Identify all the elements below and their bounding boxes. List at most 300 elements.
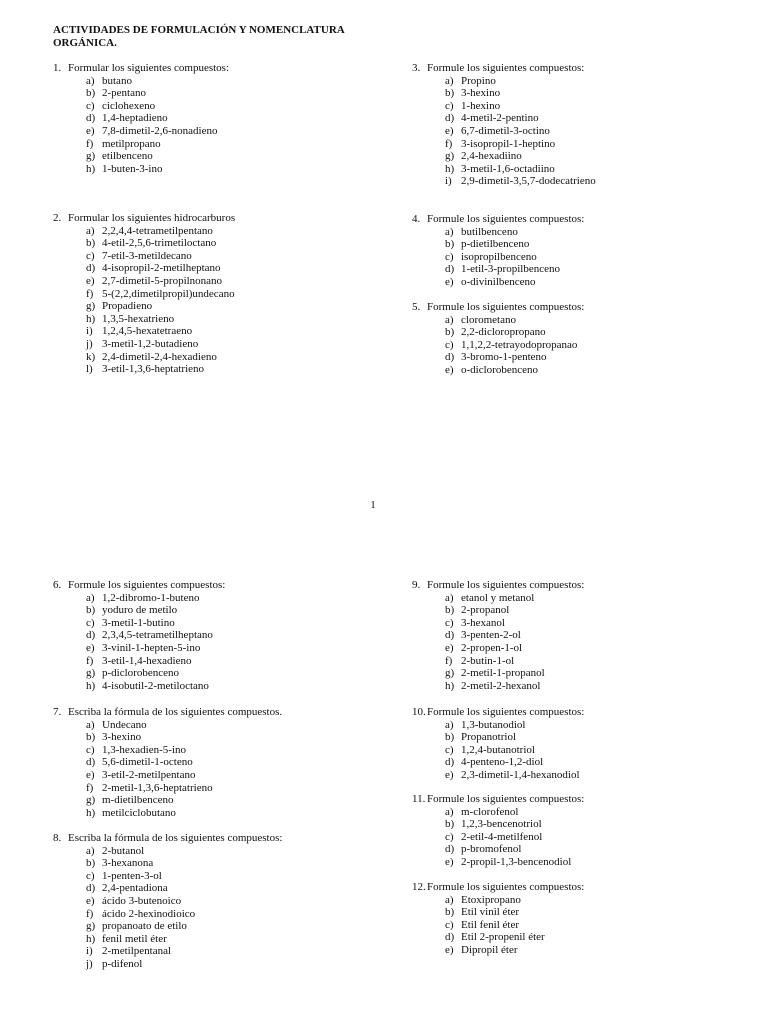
question-prompt: Formule los siguientes compuestos: xyxy=(427,62,585,74)
item-letter: d) xyxy=(86,756,96,769)
item-letter: d) xyxy=(86,629,96,642)
question-item xyxy=(53,313,383,326)
item-letter: c) xyxy=(86,869,95,882)
item-text: butano xyxy=(102,74,132,87)
item-text: 3-metil-1-butino xyxy=(102,616,175,629)
question-number: 8. xyxy=(53,832,62,844)
item-text: 3-etil-1,3,6-heptatrieno xyxy=(102,363,205,376)
question-item xyxy=(412,175,742,188)
question-item xyxy=(412,719,742,732)
question-item xyxy=(412,769,742,782)
item-letter: e) xyxy=(445,363,454,376)
question-item xyxy=(412,364,742,377)
item-letter: b) xyxy=(445,731,455,744)
item-letter: g) xyxy=(86,667,96,680)
item-text: 2-propil-1,3-bencenodiol xyxy=(461,855,572,868)
item-text: 7,8-dimetil-2,6-nonadieno xyxy=(102,124,218,137)
item-letter: b) xyxy=(86,857,96,870)
question-item xyxy=(53,262,383,275)
item-letter: i) xyxy=(86,325,93,338)
question-4 xyxy=(412,213,742,289)
question-item xyxy=(53,908,383,921)
item-letter: g) xyxy=(86,920,96,933)
item-letter: g) xyxy=(445,150,455,163)
question-item xyxy=(53,275,383,288)
question-item xyxy=(412,226,742,239)
item-text: 1,2,4-butanotriol xyxy=(461,743,535,756)
item-text: 3-hexino xyxy=(102,731,142,744)
item-letter: b) xyxy=(445,87,455,100)
question-item xyxy=(412,604,742,617)
item-text: 2-metil-1-propanol xyxy=(461,667,545,680)
item-letter: a) xyxy=(445,74,454,87)
item-letter: f) xyxy=(86,907,94,920)
question-item xyxy=(53,857,383,870)
item-letter: h) xyxy=(445,679,455,692)
item-letter: b) xyxy=(445,818,455,831)
question-item xyxy=(412,856,742,869)
question-item xyxy=(412,592,742,605)
question-item xyxy=(412,931,742,944)
item-letter: c) xyxy=(86,743,95,756)
item-text: o-divinilbenceno xyxy=(461,275,536,288)
question-item xyxy=(412,87,742,100)
item-text: Dipropil éter xyxy=(461,943,518,956)
item-letter: j) xyxy=(86,957,93,970)
item-text: butilbenceno xyxy=(461,225,518,238)
item-text: 1-hexino xyxy=(461,99,501,112)
question-item xyxy=(53,756,383,769)
item-letter: b) xyxy=(445,604,455,617)
question-item xyxy=(53,807,383,820)
question-item xyxy=(412,112,742,125)
item-letter: b) xyxy=(86,604,96,617)
item-text: 3-metil-1,6-octadiino xyxy=(461,162,555,175)
item-letter: e) xyxy=(86,768,95,781)
item-text: 4-metil-2-pentino xyxy=(461,112,539,125)
question-item xyxy=(53,75,383,88)
item-text: 2,3-dimetil-1,4-hexanodiol xyxy=(461,768,580,781)
item-text: 3-metil-1,2-butadieno xyxy=(102,337,199,350)
item-letter: f) xyxy=(445,137,453,150)
item-text: Propanotriol xyxy=(461,731,516,744)
item-text: p-difenol xyxy=(102,957,143,970)
item-letter: j) xyxy=(86,337,93,350)
item-letter: c) xyxy=(86,616,95,629)
question-number: 10. xyxy=(412,706,426,718)
item-letter: d) xyxy=(445,843,455,856)
item-text: 3-hexanol xyxy=(461,616,505,629)
item-letter: e) xyxy=(445,275,454,288)
question-number: 6. xyxy=(53,579,62,591)
question-item xyxy=(412,843,742,856)
question-item xyxy=(53,87,383,100)
item-text: 4-penteno-1,2-diol xyxy=(461,756,544,769)
item-letter: c) xyxy=(445,99,454,112)
question-prompt: Formular los siguientes compuestos: xyxy=(68,62,230,74)
item-text: 2-metil-2-hexanol xyxy=(461,679,541,692)
item-text: m-clorofenol xyxy=(461,805,519,818)
item-letter: h) xyxy=(445,162,455,175)
item-text: 1,4-heptadieno xyxy=(102,112,168,125)
item-text: Propadieno xyxy=(102,300,153,313)
item-text: propanoato de etilo xyxy=(102,920,187,933)
item-letter: i) xyxy=(445,175,452,188)
item-text: metilpropano xyxy=(102,137,161,150)
item-letter: f) xyxy=(86,137,94,150)
item-letter: g) xyxy=(86,794,96,807)
item-letter: f) xyxy=(86,287,94,300)
question-item xyxy=(53,782,383,795)
item-text: 3-penten-2-ol xyxy=(461,629,521,642)
item-text: 7-etil-3-metildecano xyxy=(102,249,192,262)
title-line-2: ORGÁNICA. xyxy=(53,37,117,49)
item-letter: h) xyxy=(86,312,96,325)
question-item xyxy=(53,933,383,946)
item-letter: b) xyxy=(86,237,96,250)
item-text: 2,2-dicloropropano xyxy=(461,326,546,339)
item-letter: d) xyxy=(86,882,96,895)
question-item xyxy=(412,100,742,113)
item-text: metilciclobutano xyxy=(102,806,176,819)
question-2 xyxy=(53,212,383,376)
item-text: 3-isopropil-1-heptino xyxy=(461,137,556,150)
question-11 xyxy=(412,793,742,869)
question-item xyxy=(53,794,383,807)
item-letter: b) xyxy=(445,326,455,339)
question-item xyxy=(53,655,383,668)
item-text: 6,7-dimetil-3-octino xyxy=(461,124,550,137)
question-item xyxy=(412,944,742,957)
item-text: ciclohexeno xyxy=(102,99,156,112)
question-item xyxy=(53,958,383,971)
item-letter: e) xyxy=(445,641,454,654)
item-letter: c) xyxy=(445,743,454,756)
question-item xyxy=(412,263,742,276)
item-letter: f) xyxy=(86,654,94,667)
question-item xyxy=(412,806,742,819)
question-heading xyxy=(412,881,742,894)
item-text: 1,2,3-bencenotriol xyxy=(461,818,542,831)
item-text: isopropilbenceno xyxy=(461,250,537,263)
item-text: 1-penten-3-ol xyxy=(102,869,162,882)
item-text: Etoxipropano xyxy=(461,893,521,906)
question-item xyxy=(53,112,383,125)
question-item xyxy=(53,125,383,138)
item-text: clorometano xyxy=(461,313,516,326)
item-letter: a) xyxy=(445,805,454,818)
item-text: 1,3,5-hexatrieno xyxy=(102,312,175,325)
item-letter: a) xyxy=(445,893,454,906)
question-item xyxy=(412,731,742,744)
question-item xyxy=(412,629,742,642)
question-number: 2. xyxy=(53,212,62,224)
question-item xyxy=(53,945,383,958)
item-letter: h) xyxy=(86,162,96,175)
item-text: 4-isopropil-2-metilheptano xyxy=(102,262,221,275)
question-item xyxy=(53,920,383,933)
item-letter: e) xyxy=(445,768,454,781)
item-letter: d) xyxy=(445,263,455,276)
question-heading xyxy=(53,832,383,845)
question-item xyxy=(53,363,383,376)
item-letter: h) xyxy=(86,679,96,692)
question-item xyxy=(412,150,742,163)
question-item xyxy=(53,300,383,313)
question-item xyxy=(412,680,742,693)
item-text: 2,9-dimetil-3,5,7-dodecatrieno xyxy=(461,175,596,188)
item-letter: g) xyxy=(86,150,96,163)
item-text: 2,7-dimetil-5-propilnonano xyxy=(102,274,223,287)
question-item xyxy=(412,251,742,264)
item-text: p-diclorobenceno xyxy=(102,667,179,680)
item-text: 3-vinil-1-hepten-5-ino xyxy=(102,641,201,654)
question-item xyxy=(53,592,383,605)
item-text: 3-hexino xyxy=(461,87,501,100)
question-prompt: Escriba la fórmula de los siguientes compuestos. xyxy=(68,706,283,718)
question-item xyxy=(53,617,383,630)
question-item xyxy=(53,895,383,908)
question-prompt: Formule los siguientes compuestos: xyxy=(427,213,585,225)
item-text: m-dietilbenceno xyxy=(102,794,174,807)
question-item xyxy=(53,100,383,113)
item-text: 2,3,4,5-tetrametilheptano xyxy=(102,629,213,642)
question-item xyxy=(53,250,383,263)
question-7 xyxy=(53,706,383,819)
item-text: 4-isobutil-2-metiloctano xyxy=(102,679,209,692)
question-item xyxy=(412,351,742,364)
question-heading xyxy=(412,793,742,806)
question-item xyxy=(412,314,742,327)
item-letter: c) xyxy=(445,918,454,931)
question-item xyxy=(53,288,383,301)
title-line-1: ACTIVIDADES DE FORMULACIÓN Y NOMENCLATURA xyxy=(53,24,345,36)
question-9 xyxy=(412,579,742,692)
item-text: 1,1,2,2-tetrayodopropanao xyxy=(461,338,578,351)
question-prompt: Formule los siguientes compuestos: xyxy=(427,793,585,805)
item-letter: e) xyxy=(445,943,454,956)
item-letter: a) xyxy=(445,225,454,238)
item-letter: h) xyxy=(86,932,96,945)
item-text: 2-etil-4-metilfenol xyxy=(461,830,543,843)
item-letter: d) xyxy=(445,351,455,364)
question-heading xyxy=(412,213,742,226)
item-text: 5,6-dimetil-1-octeno xyxy=(102,756,193,769)
item-text: p-dietilbenceno xyxy=(461,238,530,251)
item-text: Etil fenil éter xyxy=(461,918,520,931)
question-number: 7. xyxy=(53,706,62,718)
item-letter: c) xyxy=(86,249,95,262)
item-letter: a) xyxy=(86,74,95,87)
question-number: 5. xyxy=(412,301,421,313)
item-text: 1,2,4,5-hexatetraeno xyxy=(102,325,193,338)
question-number: 3. xyxy=(412,62,421,74)
question-item xyxy=(53,680,383,693)
item-letter: a) xyxy=(445,718,454,731)
question-item xyxy=(412,894,742,907)
item-text: etilbenceno xyxy=(102,150,153,163)
item-letter: f) xyxy=(445,654,453,667)
question-item xyxy=(412,655,742,668)
item-letter: k) xyxy=(86,350,96,363)
item-letter: a) xyxy=(86,224,95,237)
item-letter: c) xyxy=(445,616,454,629)
item-text: fenil metil éter xyxy=(102,932,167,945)
page-number: 1 xyxy=(370,499,376,511)
item-letter: d) xyxy=(445,756,455,769)
question-12 xyxy=(412,881,742,957)
item-text: etanol y metanol xyxy=(461,591,535,604)
question-1 xyxy=(53,62,383,175)
question-item xyxy=(53,325,383,338)
item-text: 3-etil-2-metilpentano xyxy=(102,768,196,781)
item-letter: a) xyxy=(86,718,95,731)
item-text: yoduro de metilo xyxy=(102,604,178,617)
item-text: 2-propanol xyxy=(461,604,510,617)
document-title xyxy=(53,24,383,50)
item-text: o-diclorobenceno xyxy=(461,363,538,376)
question-3 xyxy=(412,62,742,188)
question-heading xyxy=(53,212,383,225)
item-text: 2-propen-1-ol xyxy=(461,641,523,654)
question-prompt: Formule los siguientes compuestos: xyxy=(427,881,585,893)
item-letter: e) xyxy=(86,641,95,654)
item-letter: c) xyxy=(445,338,454,351)
question-item xyxy=(412,326,742,339)
question-item xyxy=(412,617,742,630)
question-item xyxy=(53,845,383,858)
item-text: Undecano xyxy=(102,718,147,731)
question-item xyxy=(53,870,383,883)
question-6 xyxy=(53,579,383,692)
question-item xyxy=(412,138,742,151)
item-text: 5-(2,2,dimetilpropil)undecano xyxy=(102,287,235,300)
item-text: Etil 2-propenil éter xyxy=(461,931,545,944)
question-item xyxy=(412,831,742,844)
question-item xyxy=(412,642,742,655)
question-item xyxy=(53,629,383,642)
item-letter: d) xyxy=(445,629,455,642)
item-letter: a) xyxy=(86,591,95,604)
question-item xyxy=(412,919,742,932)
question-item xyxy=(53,225,383,238)
item-text: 1,3-butanodiol xyxy=(461,718,526,731)
question-number: 12. xyxy=(412,881,426,893)
question-heading xyxy=(412,62,742,75)
question-item xyxy=(53,237,383,250)
item-text: Etil vinil éter xyxy=(461,906,520,919)
question-heading xyxy=(53,579,383,592)
item-text: p-bromofenol xyxy=(461,843,522,856)
question-item xyxy=(53,163,383,176)
question-item xyxy=(412,163,742,176)
question-item xyxy=(53,744,383,757)
item-letter: g) xyxy=(445,667,455,680)
item-letter: b) xyxy=(445,238,455,251)
question-item xyxy=(53,731,383,744)
question-item xyxy=(53,150,383,163)
item-text: 3-etil-1,4-hexadieno xyxy=(102,654,192,667)
item-letter: h) xyxy=(86,806,96,819)
item-letter: a) xyxy=(445,313,454,326)
question-prompt: Escriba la fórmula de los siguientes compuestos: xyxy=(68,832,283,844)
item-letter: b) xyxy=(445,906,455,919)
question-item xyxy=(53,351,383,364)
item-text: 2,4-pentadiona xyxy=(102,882,168,895)
question-item xyxy=(412,744,742,757)
item-text: 1,2-dibromo-1-buteno xyxy=(102,591,200,604)
item-text: Propino xyxy=(461,74,496,87)
item-letter: c) xyxy=(445,830,454,843)
question-item xyxy=(412,339,742,352)
question-prompt: Formular los siguientes hidrocarburos xyxy=(68,212,236,224)
item-text: 2,4-hexadiino xyxy=(461,150,522,163)
item-text: 4-etil-2,5,6-trimetiloctano xyxy=(102,237,217,250)
question-prompt: Formule los siguientes compuestos: xyxy=(427,301,585,313)
question-item xyxy=(53,642,383,655)
item-letter: e) xyxy=(86,124,95,137)
question-heading xyxy=(53,62,383,75)
question-prompt: Formule los siguientes compuestos: xyxy=(68,579,226,591)
question-prompt: Formule los siguientes compuestos: xyxy=(427,579,585,591)
question-item xyxy=(53,882,383,895)
item-letter: e) xyxy=(86,274,95,287)
question-5 xyxy=(412,301,742,377)
question-item xyxy=(53,769,383,782)
question-item xyxy=(412,238,742,251)
item-letter: a) xyxy=(86,844,95,857)
item-letter: e) xyxy=(445,124,454,137)
item-text: ácido 3-butenoico xyxy=(102,894,182,907)
question-item xyxy=(53,719,383,732)
question-heading xyxy=(412,579,742,592)
item-letter: e) xyxy=(445,855,454,868)
item-text: 2-metil-1,3,6-heptatrieno xyxy=(102,781,213,794)
item-text: 3-hexanona xyxy=(102,857,154,870)
question-item xyxy=(53,604,383,617)
question-item xyxy=(412,818,742,831)
item-letter: e) xyxy=(86,894,95,907)
item-letter: i) xyxy=(86,945,93,958)
question-number: 4. xyxy=(412,213,421,225)
item-letter: a) xyxy=(445,591,454,604)
item-letter: d) xyxy=(445,931,455,944)
question-number: 1. xyxy=(53,62,62,74)
item-text: 2-butin-1-ol xyxy=(461,654,515,667)
item-text: 2,4-dimetil-2,4-hexadieno xyxy=(102,350,217,363)
question-heading xyxy=(53,706,383,719)
question-item xyxy=(412,906,742,919)
question-8 xyxy=(53,832,383,971)
item-text: 1,3-hexadien-5-ino xyxy=(102,743,186,756)
item-text: 2-butanol xyxy=(102,844,145,857)
item-letter: d) xyxy=(86,262,96,275)
item-text: 2-metilpentanal xyxy=(102,945,172,958)
question-item xyxy=(412,75,742,88)
item-letter: f) xyxy=(86,781,94,794)
question-heading xyxy=(412,301,742,314)
item-letter: c) xyxy=(86,99,95,112)
question-number: 9. xyxy=(412,579,421,591)
question-prompt: Formule los siguientes compuestos: xyxy=(427,706,585,718)
item-text: 3-bromo-1-penteno xyxy=(461,351,547,364)
item-text: 2,2,4,4-tetrametilpentano xyxy=(102,224,213,237)
item-letter: d) xyxy=(445,112,455,125)
item-letter: d) xyxy=(86,112,96,125)
item-text: 1-buten-3-ino xyxy=(102,162,163,175)
question-item xyxy=(53,667,383,680)
question-item xyxy=(412,756,742,769)
